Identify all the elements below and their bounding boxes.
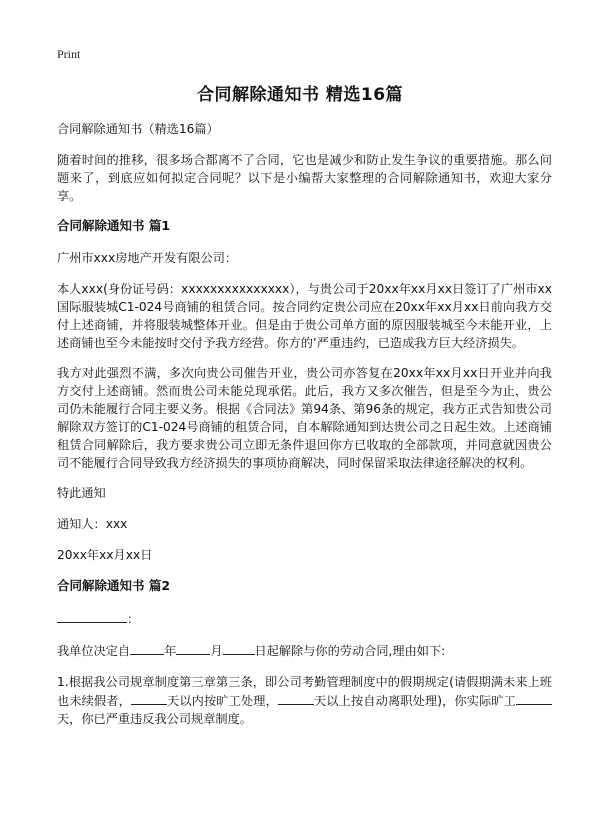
decision-prefix: 我单位决定自 [57, 644, 131, 658]
document-subtitle: 合同解除通知书（精选16篇） [57, 122, 219, 136]
decision-month-label: 月 [210, 644, 223, 658]
year-blank [130, 641, 164, 655]
recipient-line: 广州市xxx房地产开发有限公司： [57, 251, 238, 265]
reason-part-4: 天，你已严重违反我公司规章制度。 [57, 712, 252, 726]
addressee-colon: ： [127, 612, 140, 626]
section-heading-2: 合同解除通知书 篇2 [57, 578, 171, 593]
page-title: 合同解除通知书 精选16篇 [196, 85, 404, 105]
reason-part-3: 天以上按自动离职处理)，你实际旷工 [313, 694, 517, 708]
month-blank [176, 641, 210, 655]
notifier-line: 通知人：xxx [57, 517, 128, 531]
reason-part-1: 1.根据我公司规章制度第三章第三条，即公司考勤管理制度中的假期规定(请假期满未来上班也未续假者， [57, 675, 552, 708]
print-link[interactable]: Print [57, 47, 81, 61]
notice-line: 特此通知 [57, 486, 106, 500]
body-paragraph-2: 我方对此强烈不满，多次向贵公司催告开业，贵公司亦答复在20xx年xx月xx日开业并向我方交付上述商铺。然而贵公司未能兑现承偌。此后，我方又多次催告，但是至今为止，贵公司仍未能履行合同主要义务。根据《合同法》第94条、第96条的规定，我方正式告知贵公司解除双方签订的C1-024号商铺的租赁合同，自本解除通知到达贵公司之日起生效。上述商铺租赁合同解除后，我方要求贵公司立即无条件退回你方已收取的全部款项，并同意就因贵公司不能履行合同导致我方经济损失的事项协商解决，同时保留采取法律途径解决的权利。 [57, 366, 552, 470]
document-body [57, 120, 552, 740]
decision-year-label: 年 [164, 644, 177, 658]
date-line: 20xx年xx月xx日 [57, 548, 153, 562]
reason-part-2: 天以内按旷工处理， [166, 694, 278, 708]
absence-days-blank-2 [278, 691, 314, 705]
section-heading-1: 合同解除通知书 篇1 [57, 218, 171, 233]
addressee-line [57, 609, 552, 628]
day-blank [223, 641, 255, 655]
reason-paragraph-1 [57, 673, 552, 728]
addressee-blank [57, 609, 127, 623]
decision-line [57, 641, 552, 660]
decision-suffix: 日起解除与你的劳动合同,理由如下: [254, 644, 446, 658]
body-paragraph-1: 本人xxx(身份证号码：xxxxxxxxxxxxxxx），与贵公司于20xx年xx月xx日签订了广州市xx国际服装城C1-024号商铺的租赁合同。按合同约定贵公司应在20xx年xx月xx日前向我方交付上述商铺，并将服装城整体开业。但是由于贵公司单方面的原因服装城至今未能开业，上述商铺也至今未能按时交付予我方经营。你方的’严重违约，已造成我方巨大经济损失。 [57, 282, 552, 350]
intro-paragraph: 随着时间的推移，很多场合都离不了合同，它也是减少和防止发生争议的重要措施。那么问题来了，到底应如何拟定合同呢？以下是小编帮大家整理的合同解除通知书，欢迎大家分享。 [57, 153, 552, 203]
absence-days-blank-3 [516, 691, 552, 705]
absence-days-blank-1 [131, 691, 167, 705]
